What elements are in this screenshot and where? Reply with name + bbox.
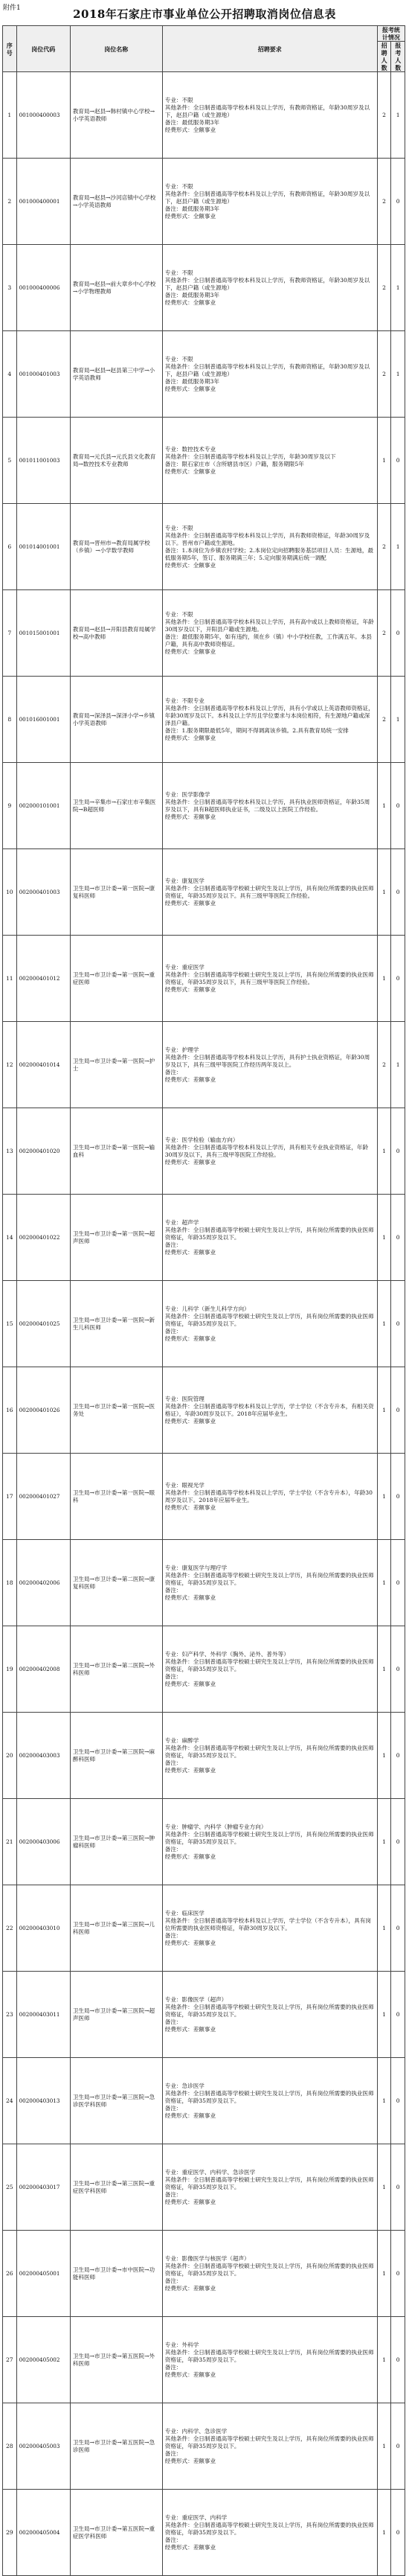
position-name: 教育局→赵县→赵县第三中学→小学英语教师: [70, 331, 162, 418]
positions-table: [2, 25, 405, 2576]
plan-count: 1: [377, 1195, 391, 1281]
row-number: 27: [3, 2317, 17, 2403]
requirements: 专业：内科学、急诊医学 其他条件：全日制普通高等学校硕士研究生及以上学历，具有岗位所需要的执业医师资格证，年龄35周岁及以下。 备注： 经费形式：差额事业: [162, 2403, 377, 2490]
row-number: 17: [3, 1454, 17, 1540]
requirements: 专业：不限专业 其他条件：全日制普通高等学校本科及以上学历，具有小学或以上英语教师资格证，年龄30周岁及以下。本科及以上学历且学位要求与本岗位相符，有生源地户籍或深泽县户籍。 备注：1.服务期限最低5年，期间不得调离该乡镇。2.具有教育局统一安排 经费形式：全额事业: [162, 677, 377, 763]
position-name: 卫生局→市卫计委→第三医院→肿瘤科医师: [70, 1799, 162, 1885]
position-name: 卫生局→市卫计委→市中医院→功能科医师: [70, 2231, 162, 2317]
row-number: 13: [3, 1108, 17, 1195]
header-apply: 报考人数: [391, 42, 405, 72]
plan-count: 2: [377, 159, 391, 245]
position-code: 002000401020: [16, 1108, 70, 1195]
table-row: [3, 1281, 405, 1367]
position-name: 卫生局→市卫计委→第五医院→急诊医师: [70, 2403, 162, 2490]
position-name: 卫生局→市卫计委→第五医院→外科医师: [70, 2317, 162, 2403]
apply-count: 0: [391, 1195, 405, 1281]
table-row: [3, 2317, 405, 2403]
header-name: 岗位名称: [70, 26, 162, 72]
position-code: 002000401003: [16, 849, 70, 936]
row-number: 1: [3, 72, 17, 159]
apply-count: 0: [391, 418, 405, 504]
position-code: 001011001003: [16, 418, 70, 504]
requirements: 专业：妇产科学、外科学（胸外、泌外、普外等） 其他条件：全日制普通高等学校硕士研究生及以上学历，具有岗位所需要的执业医师资格证，年龄35周岁及以下。 备注： 经费形式：差额事业: [162, 1626, 377, 1713]
position-code: 002000401027: [16, 1454, 70, 1540]
position-name: 卫生局→市卫计委→第一医院→康复科医师: [70, 849, 162, 936]
position-code: 002000402006: [16, 1540, 70, 1626]
requirements: 专业：影像医学（超声） 其他条件：全日制普通高等学校硕士研究生及以上学历，具有岗位所需要的执业医师资格证，年龄35周岁及以下。 备注： 经费形式：差额事业: [162, 1972, 377, 2058]
position-code: 002000403003: [16, 1713, 70, 1799]
table-row: [3, 72, 405, 159]
table-body: [3, 72, 405, 2576]
position-name: 卫生局→市卫计委→第三医院→重症医学科医师: [70, 2144, 162, 2231]
position-name: 教育局→赵县→沙河店镇中心学校→小学英语教师: [70, 159, 162, 245]
apply-count: 0: [391, 2403, 405, 2490]
plan-count: 1: [377, 2058, 391, 2144]
requirements: 专业：医学影像学 其他条件：全日制普通高等学校本科及以上学历，具有执业医师资格证，年龄35周岁及以下，具有B超医师执业证书，二级及以上医院工作经验。 经费形式：差额事业: [162, 763, 377, 849]
plan-count: 1: [377, 1799, 391, 1885]
table-row: [3, 590, 405, 677]
position-code: 002000401025: [16, 1281, 70, 1367]
row-number: 6: [3, 504, 17, 590]
attachment-label: 附件1: [3, 4, 21, 12]
apply-count: 0: [391, 2231, 405, 2317]
table-row: [3, 677, 405, 763]
apply-count: 0: [391, 1108, 405, 1195]
plan-count: 1: [377, 1885, 391, 1972]
position-code: 002000405002: [16, 2317, 70, 2403]
position-name: 卫生局→市卫计委→第二医院→康复科医师: [70, 1540, 162, 1626]
apply-count: 0: [391, 1281, 405, 1367]
position-code: 002000405004: [16, 2490, 70, 2576]
table-row: [3, 1799, 405, 1885]
plan-count: 1: [377, 1108, 391, 1195]
position-code: 002000402008: [16, 1626, 70, 1713]
plan-count: 1: [377, 1367, 391, 1454]
requirements: 专业：重症医学、内科学 其他条件：全日制普通高等学校硕士研究生及以上学历，具有岗位所需要的执业医师资格证，年龄35周岁及以下。 备注： 经费形式：差额事业: [162, 2490, 377, 2576]
row-number: 20: [3, 1713, 17, 1799]
plan-count: 1: [377, 1713, 391, 1799]
position-name: 卫生局→市卫计委→第一医院→护士: [70, 1022, 162, 1108]
row-number: 28: [3, 2403, 17, 2490]
apply-count: 0: [391, 1799, 405, 1885]
row-number: 9: [3, 763, 17, 849]
table-row: [3, 1972, 405, 2058]
row-number: 25: [3, 2144, 17, 2231]
position-name: 卫生局→市卫计委→第一医院→超声医师: [70, 1195, 162, 1281]
position-name: 卫生局→辛集市→石家庄市辛集医院→B超医师: [70, 763, 162, 849]
plan-count: 2: [377, 72, 391, 159]
plan-count: 2: [377, 245, 391, 331]
position-name: 教育局→赵县→开阳县教育局属学校→高中教师: [70, 590, 162, 677]
page-title: 2018年石家庄市事业单位公开招聘取消岗位信息表: [73, 7, 336, 21]
apply-count: 0: [391, 763, 405, 849]
plan-count: 1: [377, 2231, 391, 2317]
position-name: 卫生局→市卫计委→第一医院→医务处: [70, 1367, 162, 1454]
requirements: 专业：不限 其他条件：全日制普通高等学校本科及以上学历，有教师资格证，年龄30周岁及以下，赵县户籍（或生源地） 备注：最低服务期3年 经费形式：全额事业: [162, 159, 377, 245]
position-name: 卫生局→市卫计委→第三医院→急诊医学科医师: [70, 2058, 162, 2144]
requirements: 专业：不限 其他条件：全日制普通高等学校本科及以上学历，有教师资格证，年龄30周岁及以下，赵县户籍（或生源地） 备注：最低服务期3年 经费形式：全额事业: [162, 245, 377, 331]
row-number: 26: [3, 2231, 17, 2317]
row-number: 2: [3, 159, 17, 245]
plan-count: 1: [377, 1626, 391, 1713]
row-number: 5: [3, 418, 17, 504]
row-number: 19: [3, 1626, 17, 1713]
position-code: 002000403011: [16, 1972, 70, 2058]
table-row: [3, 763, 405, 849]
apply-count: 0: [391, 1367, 405, 1454]
table-row: [3, 1713, 405, 1799]
position-name: 卫生局→市卫计委→第三医院→儿科医师: [70, 1885, 162, 1972]
apply-count: 0: [391, 1972, 405, 2058]
plan-count: 1: [377, 1540, 391, 1626]
plan-count: 1: [377, 936, 391, 1022]
requirements: 专业：康复医学与理疗学 其他条件：全日制普通高等学校硕士研究生及以上学历，具有岗位所需要的执业医师资格证，年龄35周岁及以下。 备注： 经费形式：差额事业: [162, 1540, 377, 1626]
row-number: 16: [3, 1367, 17, 1454]
row-number: 21: [3, 1799, 17, 1885]
position-code: 002000403010: [16, 1885, 70, 1972]
requirements: 专业：影像医学与核医学（超声） 其他条件：全日制普通高等学校硕士研究生及以上学历，具有岗位所需要的执业医师资格证，年龄35周岁及以下。 备注： 经费形式：差额事业: [162, 2231, 377, 2317]
table-row: [3, 849, 405, 936]
requirements: 专业：数控技术专业 其他条件：全日制普通高等学校本科及以上学历，年龄30周岁及以下 备注：限石家庄市（含所辖县市区）户籍，服务期限5年 经费形式：全额事业: [162, 418, 377, 504]
row-number: 18: [3, 1540, 17, 1626]
plan-count: 2: [377, 504, 391, 590]
apply-count: 0: [391, 1454, 405, 1540]
requirements: 专业：麻醉学 其他条件：全日制普通高等学校硕士研究生及以上学历，具有岗位所需要的执业医师资格证，年龄35周岁及以下。 备注： 经费形式：差额事业: [162, 1713, 377, 1799]
table-row: [3, 159, 405, 245]
plan-count: 1: [377, 1972, 391, 2058]
requirements: 专业：临床医学 其他条件：全日制普通高等学校本科及以上学历，学士学位（不含专升本），具有岗位所需要的执业医师资格证，年龄30周岁及以下。 备注： 经费形式：差额事业: [162, 1885, 377, 1972]
position-code: 001000400001: [16, 159, 70, 245]
plan-count: 1: [377, 849, 391, 936]
header-row: [3, 26, 405, 42]
position-name: 教育局→赵县→韩村镇中心学校→小学英语教师: [70, 72, 162, 159]
apply-count: 1: [391, 72, 405, 159]
position-code: 002000405003: [16, 2403, 70, 2490]
row-number: 10: [3, 849, 17, 936]
apply-count: 0: [391, 2317, 405, 2403]
position-code: 001014001001: [16, 504, 70, 590]
plan-count: 1: [377, 2144, 391, 2231]
table-row: [3, 1626, 405, 1713]
row-number: 7: [3, 590, 17, 677]
header-stats: 报考统计情况: [377, 26, 405, 42]
position-code: 002000403017: [16, 2144, 70, 2231]
apply-count: 0: [391, 159, 405, 245]
position-code: 002000101001: [16, 763, 70, 849]
apply-count: 0: [391, 1626, 405, 1713]
apply-count: 0: [391, 1713, 405, 1799]
plan-count: 1: [377, 418, 391, 504]
position-name: 教育局→赵县→前大章乡中心学校→小学物理教师: [70, 245, 162, 331]
apply-count: 1: [391, 245, 405, 331]
position-code: 002000405001: [16, 2231, 70, 2317]
plan-count: 1: [377, 1281, 391, 1367]
table-row: [3, 418, 405, 504]
table-row: [3, 1108, 405, 1195]
table-row: [3, 2231, 405, 2317]
apply-count: 0: [391, 590, 405, 677]
position-code: 001016001001: [16, 677, 70, 763]
table-row: [3, 1022, 405, 1108]
position-name: 卫生局→市卫计委→第三医院→超声医师: [70, 1972, 162, 2058]
row-number: 3: [3, 245, 17, 331]
header-code: 岗位代码: [16, 26, 70, 72]
table-row: [3, 1885, 405, 1972]
apply-count: 0: [391, 1540, 405, 1626]
apply-count: 1: [391, 504, 405, 590]
plan-count: 1: [377, 763, 391, 849]
table-row: [3, 1367, 405, 1454]
plan-count: 1: [377, 2403, 391, 2490]
plan-count: 2: [377, 677, 391, 763]
position-code: 002000401026: [16, 1367, 70, 1454]
requirements: 专业：医院管理 其他条件：全日制普通高等学校本科及以上学历，学士学位（不含专升本，有相关资格证），年龄30周岁及以下。2018年应届毕业生。 经费形式：差额事业: [162, 1367, 377, 1454]
position-name: 教育局→晋州市→教育局属学校（乡镇）→小学数学教师: [70, 504, 162, 590]
row-number: 14: [3, 1195, 17, 1281]
apply-count: 0: [391, 2144, 405, 2231]
plan-count: 1: [377, 1454, 391, 1540]
requirements: 专业：护理学 其他条件：全日制普通高等学校本科及以上学历，具有护士执业资格证，年龄30周岁及以下，具有三级甲等医院工作经历两年及以上。 备注： 经费形式：差额事业: [162, 1022, 377, 1108]
row-number: 8: [3, 677, 17, 763]
plan-count: 2: [377, 1022, 391, 1108]
requirements: 专业：眼视光学 其他条件：全日制普通高等学校本科及以上学历，学士学位（不含专升本），年龄30周岁及以下。2018年应届毕业生。 经费形式：差额事业: [162, 1454, 377, 1540]
row-number: 23: [3, 1972, 17, 2058]
requirements: 专业：不限 其他条件：全日制普通高等学校本科及以上学历，具有教师资格证，年龄30周岁及以下。晋州市户籍或生源地。 备注：1.本岗位为乡镇农村学校；2.本岗位定向招聘服务基层项目人员：生源地，最低服务期5年，签订、服务期满三年；5.定向服务期满后统一调配 经费形式：全额事业: [162, 504, 377, 590]
requirements: 专业：不限 其他条件：全日制普通高等学校本科及以上学历，有教师资格证，年龄30周岁及以下，赵县户籍（或生源地） 备注：最低服务期3年 经费形式：全额事业: [162, 72, 377, 159]
apply-count: 0: [391, 1885, 405, 1972]
position-code: 002000401012: [16, 936, 70, 1022]
row-number: 11: [3, 936, 17, 1022]
header-no: 序号: [3, 26, 17, 72]
table-row: [3, 245, 405, 331]
row-number: 4: [3, 331, 17, 418]
requirements: 专业：儿科学（新生儿科学方向） 其他条件：全日制普通高等学校硕士研究生及以上学历，具有岗位所需要的执业医师资格证，年龄35周岁及以下。 备注： 经费形式：差额事业: [162, 1281, 377, 1367]
position-code: 001000400006: [16, 245, 70, 331]
table-row: [3, 1454, 405, 1540]
row-number: 24: [3, 2058, 17, 2144]
requirements: 专业：超声学 其他条件：全日制普通高等学校硕士研究生及以上学历，具有岗位所需要的执业医师资格证，年龄35周岁及以下。 备注： 经费形式：差额事业: [162, 1195, 377, 1281]
position-name: 卫生局→市卫计委→第一医院→输血科: [70, 1108, 162, 1195]
requirements: 专业：肿瘤学、内科学（肿瘤专业方向） 其他条件：全日制普通高等学校硕士研究生及以上学历，具有岗位所需要的执业医师资格证，年龄35周岁及以下。 备注： 经费形式：差额事业: [162, 1799, 377, 1885]
position-name: 卫生局→市卫计委→第二医院→外科医师: [70, 1626, 162, 1713]
row-number: 29: [3, 2490, 17, 2576]
table-row: [3, 2403, 405, 2490]
position-code: 002000401014: [16, 1022, 70, 1108]
apply-count: 0: [391, 2490, 405, 2576]
position-name: 卫生局→市卫计委→第一医院→新生儿科医师: [70, 1281, 162, 1367]
plan-count: 1: [377, 2317, 391, 2403]
position-name: 卫生局→市卫计委→第一医院→重症医师: [70, 936, 162, 1022]
position-name: 教育局→元氏县→元氏县文化教育局→数控技术专业教师: [70, 418, 162, 504]
position-code: 001000400003: [16, 72, 70, 159]
row-number: 22: [3, 1885, 17, 1972]
plan-count: 1: [377, 2490, 391, 2576]
requirements: 专业：医学检验（输血方向） 其他条件：全日制普通高等学校本科及以上学历，具有相关专业执业资格证，年龄30周岁及以下，具有三级甲等医院工作经验。 经费形式：差额事业: [162, 1108, 377, 1195]
table-row: [3, 331, 405, 418]
position-name: 卫生局→市卫计委→第五医院→重症医学科医师: [70, 2490, 162, 2576]
position-name: 卫生局→市卫计委→第一医院→眼科: [70, 1454, 162, 1540]
position-name: 教育局→深泽县→深泽小学→乡镇小学英语教师: [70, 677, 162, 763]
requirements: 专业：不限 其他条件：全日制普通高等学校本科及以上学历，具有高中或以上教师资格证，年龄30周岁及以下，开阳县户籍或生源地。 备注：最低服务期5年，如有违约，须在乡（镇）中小学校任教，工作满五年。本县户籍，具有高中教师资格证。 经费形式：全额事业: [162, 590, 377, 677]
position-name: 卫生局→市卫计委→第三医院→麻醉科医师: [70, 1713, 162, 1799]
apply-count: 1: [391, 677, 405, 763]
position-code: 001000401003: [16, 331, 70, 418]
table-row: [3, 1540, 405, 1626]
plan-count: 2: [377, 590, 391, 677]
requirements: 专业：重症医学 其他条件：全日制普通高等学校硕士研究生及以上学历，具有岗位所需要的执业医师资格证，年龄35周岁及以下，具有三级甲等医院工作经验。 经费形式：差额事业: [162, 936, 377, 1022]
header-plan: 招聘人数: [377, 42, 391, 72]
apply-count: 1: [391, 331, 405, 418]
table-row: [3, 504, 405, 590]
requirements: 专业：不限 其他条件：全日制普通高等学校本科及以上学历，有教师资格证，年龄30周岁及以下，赵县户籍（或生源地） 备注：最低服务期3年 经费形式：全额事业: [162, 331, 377, 418]
row-number: 15: [3, 1281, 17, 1367]
position-code: 002000401022: [16, 1195, 70, 1281]
apply-count: 0: [391, 2058, 405, 2144]
requirements: 专业：重症医学、内科学、急诊医学 其他条件：全日制普通高等学校硕士研究生及以上学历，具有岗位所需要的执业医师资格证，年龄35周岁及以下。 备注： 经费形式：差额事业: [162, 2144, 377, 2231]
position-code: 002000403006: [16, 1799, 70, 1885]
requirements: 专业：外科学 其他条件：全日制普通高等学校硕士研究生及以上学历，具有岗位所需要的执业医师资格证，年龄35周岁及以下。 备注： 经费形式：差额事业: [162, 2317, 377, 2403]
table-row: [3, 2490, 405, 2576]
apply-count: 0: [391, 936, 405, 1022]
header-requirements: 招聘要求: [162, 26, 377, 72]
table-row: [3, 2144, 405, 2231]
plan-count: 2: [377, 331, 391, 418]
position-code: 001015001001: [16, 590, 70, 677]
table-row: [3, 2058, 405, 2144]
apply-count: 1: [391, 1022, 405, 1108]
requirements: 专业：康复医学 其他条件：全日制普通高等学校硕士研究生及以上学历，具有岗位所需要的执业医师资格证，年龄35周岁及以下。具有三级甲等医院工作经验。 经费形式：差额事业: [162, 849, 377, 936]
position-code: 002000403013: [16, 2058, 70, 2144]
table-row: [3, 936, 405, 1022]
apply-count: 0: [391, 849, 405, 936]
row-number: 12: [3, 1022, 17, 1108]
table-row: [3, 1195, 405, 1281]
requirements: 专业：急诊医学 其他条件：全日制普通高等学校硕士研究生及以上学历，具有岗位所需要的执业医师资格证，年龄35周岁及以下。 备注： 经费形式：差额事业: [162, 2058, 377, 2144]
